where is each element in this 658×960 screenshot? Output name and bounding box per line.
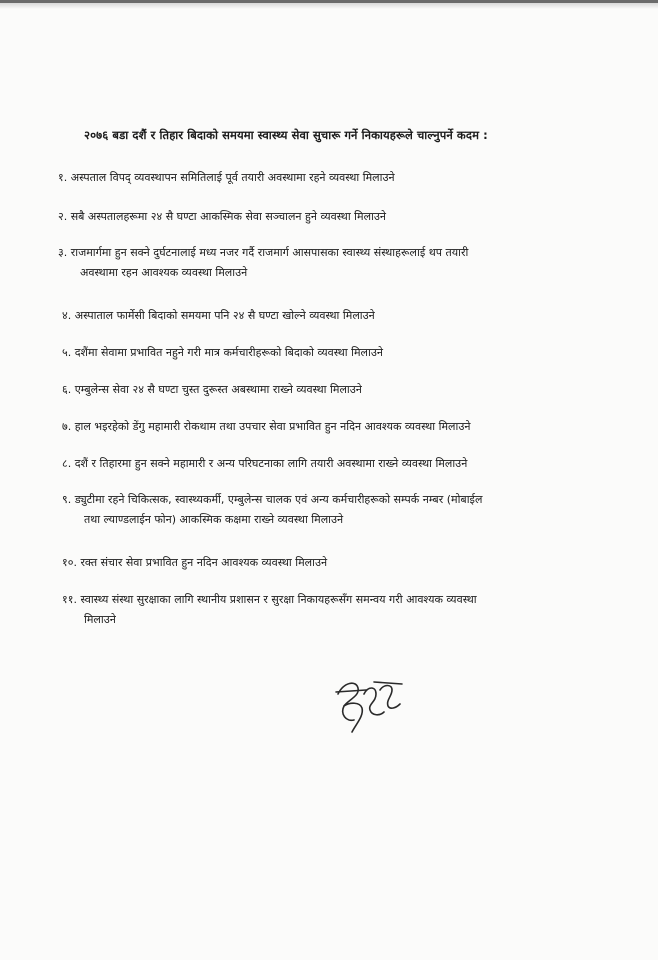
item-number: ३. — [58, 246, 68, 259]
item-text-continuation: तथा ल्याण्डलाईन फोन) आकस्मिक कक्षमा राख्ने व्यवस्था मिलाउने — [84, 513, 344, 526]
item-number: २. — [58, 210, 68, 223]
item-number: ५. — [62, 346, 72, 359]
list-item-3 — [58, 243, 468, 283]
item-number: ७. — [62, 420, 72, 433]
item-number: ४. — [62, 309, 72, 322]
item-text: अस्पताल विपद् व्यवस्थापन समितिलाई पूर्व तयारी अवस्थामा रहने व्यवस्था मिलाउने — [70, 171, 395, 184]
item-number: १०. — [62, 556, 77, 569]
list-item-2 — [58, 207, 386, 227]
list-item-11 — [62, 590, 477, 630]
item-number: ११. — [62, 593, 77, 606]
item-text-continuation: अवस्थामा रहन आवश्यक व्यवस्था मिलाउने — [80, 266, 248, 279]
list-item-9 — [62, 490, 482, 530]
item-text: स्वास्थ्य संस्था सुरक्षाका लागि स्थानीय प्रशासन र सुरक्षा निकायहरूसँग समन्वय गरी आवश्यक व्यवस्था — [80, 593, 477, 606]
item-text: दशैंमा सेवामा प्रभावित नहुने गरी मात्र कर्मचारीहरूको बिदाको व्यवस्था मिलाउने — [74, 346, 384, 359]
item-text: हाल भइरहेको डेंगु महामारी रोकथाम तथा उपचार सेवा प्रभावित हुन नदिन आवश्यक व्यवस्था मिलाउने — [74, 420, 471, 433]
item-text: अस्पाताल फार्मेसी बिदाको समयमा पनि २४ सै घण्टा खोल्ने व्यवस्था मिलाउने — [74, 309, 375, 322]
item-text-continuation: मिलाउने — [84, 613, 116, 626]
list-item-4 — [62, 306, 375, 326]
list-item-6 — [62, 380, 362, 400]
item-text: दशैं र तिहारमा हुन सक्ने महामारी र अन्य परिघटनाका लागि तयारी अवस्थामा राख्ने व्यवस्था मिलाउने — [74, 457, 468, 470]
document-title: २०७६ बडा दशैं र तिहार बिदाको समयमा स्वास्थ्य सेवा सुचारू गर्ने निकायहरूले चाल्नुपर्ने कदम : — [84, 128, 488, 142]
handwritten-signature-icon — [330, 672, 410, 742]
item-text: सबै अस्पतालहरूमा २४ सै घण्टा आकस्मिक सेवा सञ्चालन हुने व्यवस्था मिलाउने — [70, 210, 387, 223]
item-number: ८. — [62, 457, 72, 470]
item-number: ९. — [62, 493, 72, 506]
item-text: एम्बुलेन्स सेवा २४ सै घण्टा चुस्त दुरूस्त अबस्थामा राख्ने व्यवस्था मिलाउने — [74, 383, 362, 396]
item-number: १. — [58, 171, 68, 184]
list-item-5 — [62, 343, 383, 363]
item-number: ६. — [62, 383, 72, 396]
list-item-10 — [62, 553, 327, 573]
item-text: ड्युटीमा रहने चिकित्सक, स्वास्थ्यकर्मी, एम्बुलेन्स चालक एवं अन्य कर्मचारीहरूको सम्पर्क नम्बर (मोबाईल — [74, 493, 483, 506]
list-item-1 — [58, 168, 395, 188]
top-edge-shadow — [0, 3, 658, 9]
list-item-8 — [62, 454, 467, 474]
item-text: राजमार्गमा हुन सक्ने दुर्घटनालाई मध्य नजर गर्दै राजमार्ग आसपासका स्वास्थ्य संस्थाहरूलाई थप तयारी — [70, 246, 469, 259]
item-text: रक्त संचार सेवा प्रभावित हुन नदिन आवश्यक व्यवस्था मिलाउने — [80, 556, 328, 569]
list-item-7 — [62, 417, 470, 437]
